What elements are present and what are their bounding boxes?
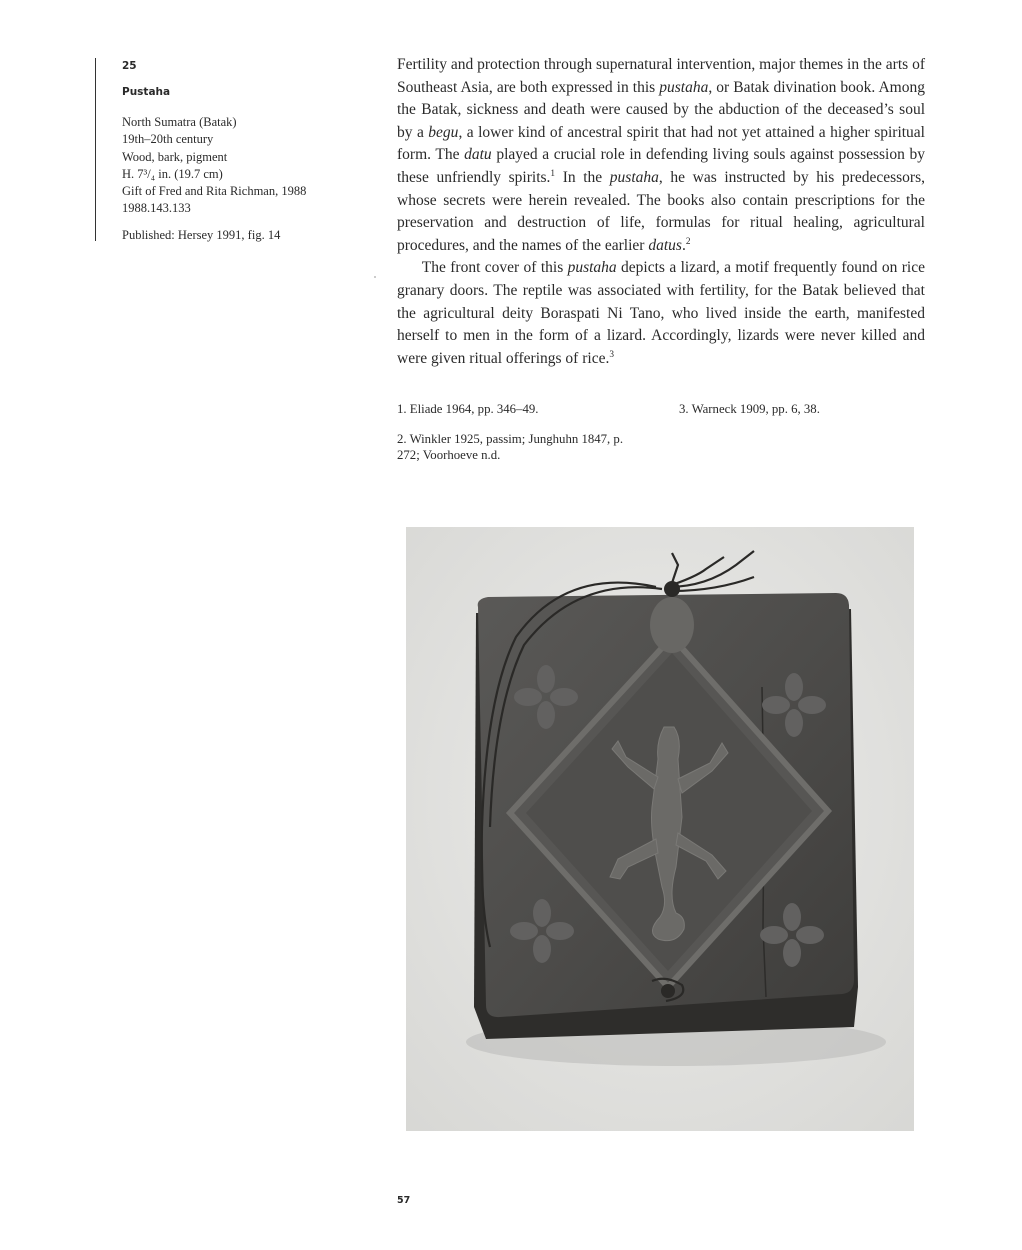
italic-term: datu [464,146,492,164]
detail-materials: Wood, bark, pigment [122,149,228,164]
detail-accession: 1988.143.133 [122,201,191,216]
footnote-3: 3. Warneck 1909, pp. 6, 38. [679,402,820,416]
pustaha-photograph [406,527,914,1131]
cord-knot-top [664,581,680,597]
text-run: played a crucial role in defending living souls against possession by these unfriendly spirits. [397,146,925,186]
footnote-ref: 2 [685,236,691,247]
catalogue-details [122,114,382,218]
essay-paragraph-2 [397,257,925,370]
footnote-2: 2. Winkler 1925, passim; Junghuhn 1847, p. 272; Voorhoeve n.d. [397,431,624,462]
text-run: , or Batak divination book. Among the Batak, sickness and death were caused by the abduction of the deceased’s soul by a [397,78,925,141]
essay-paragraph-1 [397,54,925,257]
detail-date: 19th–20th century [122,132,214,147]
italic-term: pustaha [567,259,617,277]
detail-credit: Gift of Fred and Rita Richman, 1988 [122,184,307,199]
cord-knot-bottom [661,984,675,998]
text-run: . [681,236,686,254]
italic-term: pustaha [609,168,659,186]
footnotes-right-column [679,401,929,431]
footnote-ref: 3 [609,349,614,360]
top-ornament [650,597,694,653]
footnotes-left-column [397,401,647,477]
text-run: In the [555,168,610,186]
detail-origin: North Sumatra (Batak) [122,115,237,129]
essay-text [397,54,925,370]
italic-term: datus [648,236,682,254]
margin-dot [374,276,376,278]
text-run: , a lower kind of ancestral spirit that had not yet attained a higher spiritual form. The [397,123,925,164]
italic-term: begu [428,123,459,141]
footnote-1: 1. Eliade 1964, pp. 346–49. [397,402,539,416]
catalogue-number: 25 [122,60,137,72]
pustaha-book-image [406,527,914,1131]
page-number: 57 [397,1195,411,1206]
detail-dimensions: H. 7³/₄ in. (19.7 cm) [122,166,223,181]
italic-term: pustaha [659,78,709,96]
text-run: , he was instructed by his predecessors, whose secrets were herein revealed. The books also contain prescriptions for the preservation and destruction of life, formulas for ritual healing, agricultural procedures, and the names of the earlier [397,168,925,254]
published-reference: Published: Hersey 1991, fig. 14 [122,227,281,242]
catalogue-entry [95,58,382,241]
text-run: Fertility and protection through supernatural intervention, major themes in the arts of Southeast Asia, are both expressed in this [397,56,925,96]
footnote-ref: 1 [550,168,556,179]
text-run: The front cover of this [421,259,568,277]
text-run: depicts a lizard, a motif frequently found on rice granary doors. The reptile was associated with fertility, for the Batak believed that the agricultural deity Boraspati Ni Tano, who lived inside the earth, manifested herself to men in the form of a lizard. Accordingly, lizards were never killed and were given ritual offerings of rice. [397,259,925,367]
catalogue-title: Pustaha [122,86,171,98]
